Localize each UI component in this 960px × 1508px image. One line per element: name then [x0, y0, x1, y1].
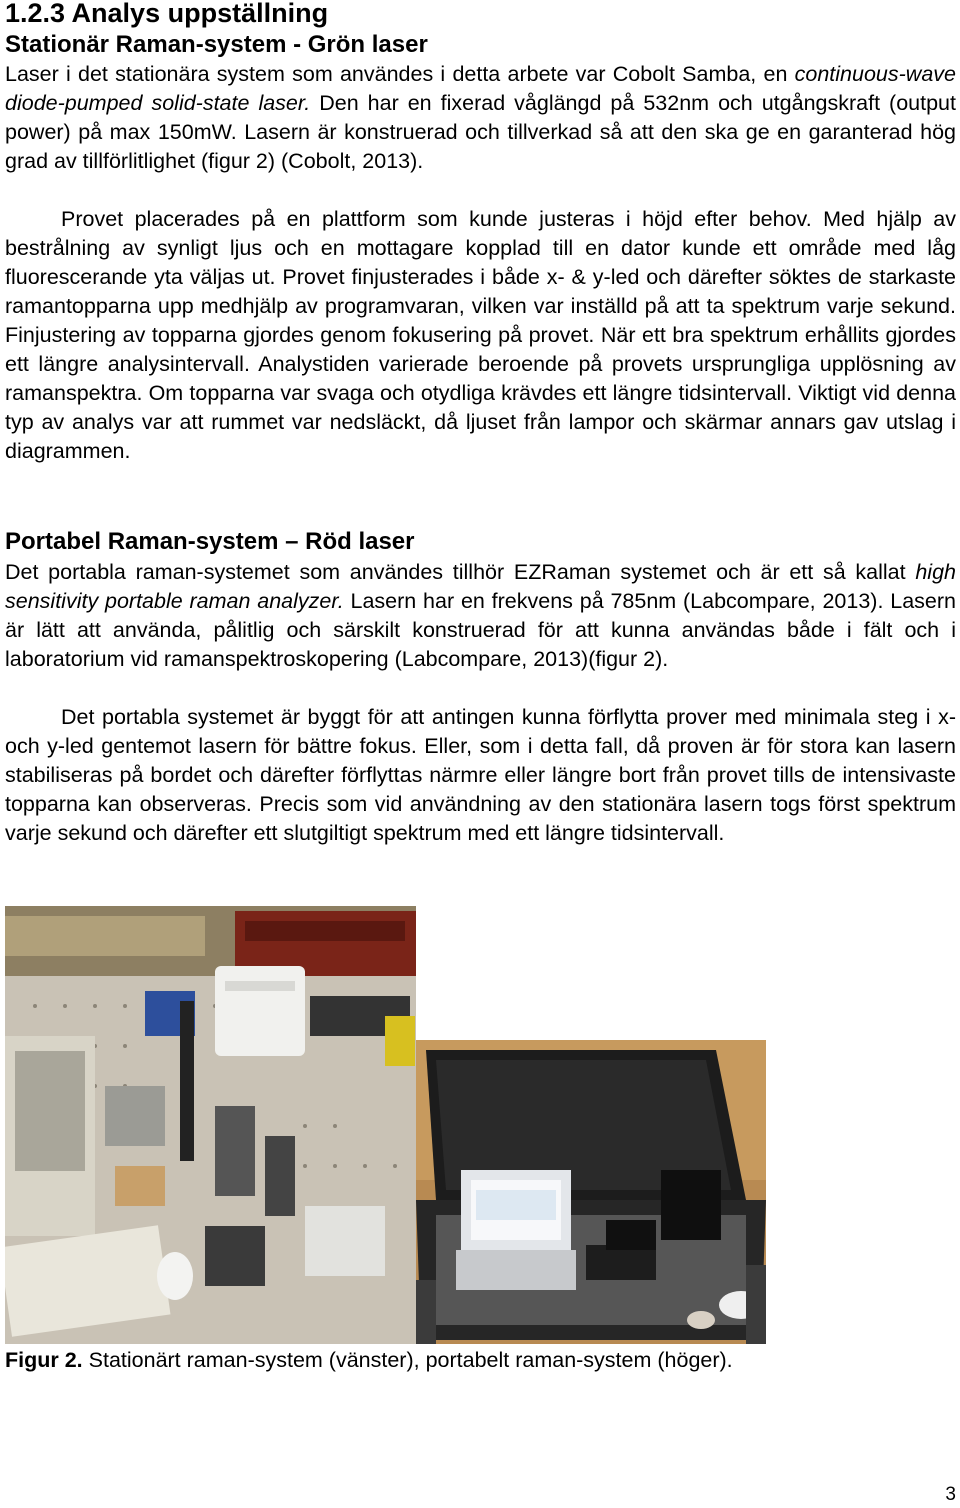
- portable-paragraph-2: Det portabla systemet är byggt för att antingen kunna förflytta prover med minimala steg i x- och y-led gentemot lasern för bättre fokus. Eller, som i detta fall, då proven är för stora kan lasern stabiliseras på bordet och därefter förflyttas närmre eller längre bort från provet tills de intensivaste topparna kan observeras. Precis som vid användning av den stationära lasern togs först spektrum varje sekund och därefter ett slutgiltigt spektrum med ett längre tidsintervall.: [5, 705, 956, 845]
- portable-paragraph-1: Det portabla raman-systemet som användes tillhör EZRaman systemet och är ett så kallat high sensitivity portable raman analyzer. Lasern har en frekvens på 785nm (Labcompare, 2013). Lasern är lätt att använda, pålitlig och särskilt konstruerad för att kunna användas både i fält och i laboratorium vid ramanspektroskopering (Labcompare, 2013)(figur 2).: [5, 560, 956, 671]
- stationary-raman-illustration: [5, 906, 416, 1344]
- section-title: 1.2.3 Analys uppställning: [5, 0, 329, 28]
- figure-caption: Figur 2. Stationärt raman-system (vänster), portabelt raman-system (höger).: [5, 1348, 733, 1372]
- stationary-raman-photo: [5, 906, 416, 1344]
- stationary-heading: Stationär Raman-system - Grön laser: [5, 31, 428, 58]
- stationary-paragraph-2: Provet placerades på en plattform som kunde justeras i höjd efter behov. Med hjälp av bestrålning av synligt ljus och en mottagare kopplad till en dator kunde ett område med låg fluorescerande yta väljas ut. Provet finjusterades i både x- & y-led och därefter söktes de starkaste ramantopparna upp medhjälp av programvaran, vilken var inställd på att ta spektrum varje sekund. Finjustering av topparna gjordes genom fokusering på provet. När ett bra spektrum erhållits gjordes ett längre analysintervall. Analystiden varierade beroende på provets ursprungliga upplösning av ramanspektra. Om topparna var svaga och otydliga krävdes ett längre tidsintervall. Viktigt vid denna typ av analys var att rummet var nedsläckt, då ljuset från lampor och skärmar annars gav utslag i diagrammen.: [5, 207, 956, 463]
- stationary-paragraph-1: Laser i det stationära system som användes i detta arbete var Cobolt Samba, en continuous-wave diode-pumped solid-state laser. Den har en fixerad våglängd på 532nm och utgångskraft (output power) på max 150mW. Lasern är konstruerad och tillverkad så att den ska ge en garanterad hög grad av tillförlitlighet (figur 2) (Cobolt, 2013).: [5, 62, 956, 173]
- portable-heading: Portabel Raman-system – Röd laser: [5, 528, 415, 555]
- portable-raman-photo: [416, 1040, 766, 1344]
- page-number: 3: [945, 1484, 956, 1505]
- portable-raman-illustration: [416, 1040, 766, 1344]
